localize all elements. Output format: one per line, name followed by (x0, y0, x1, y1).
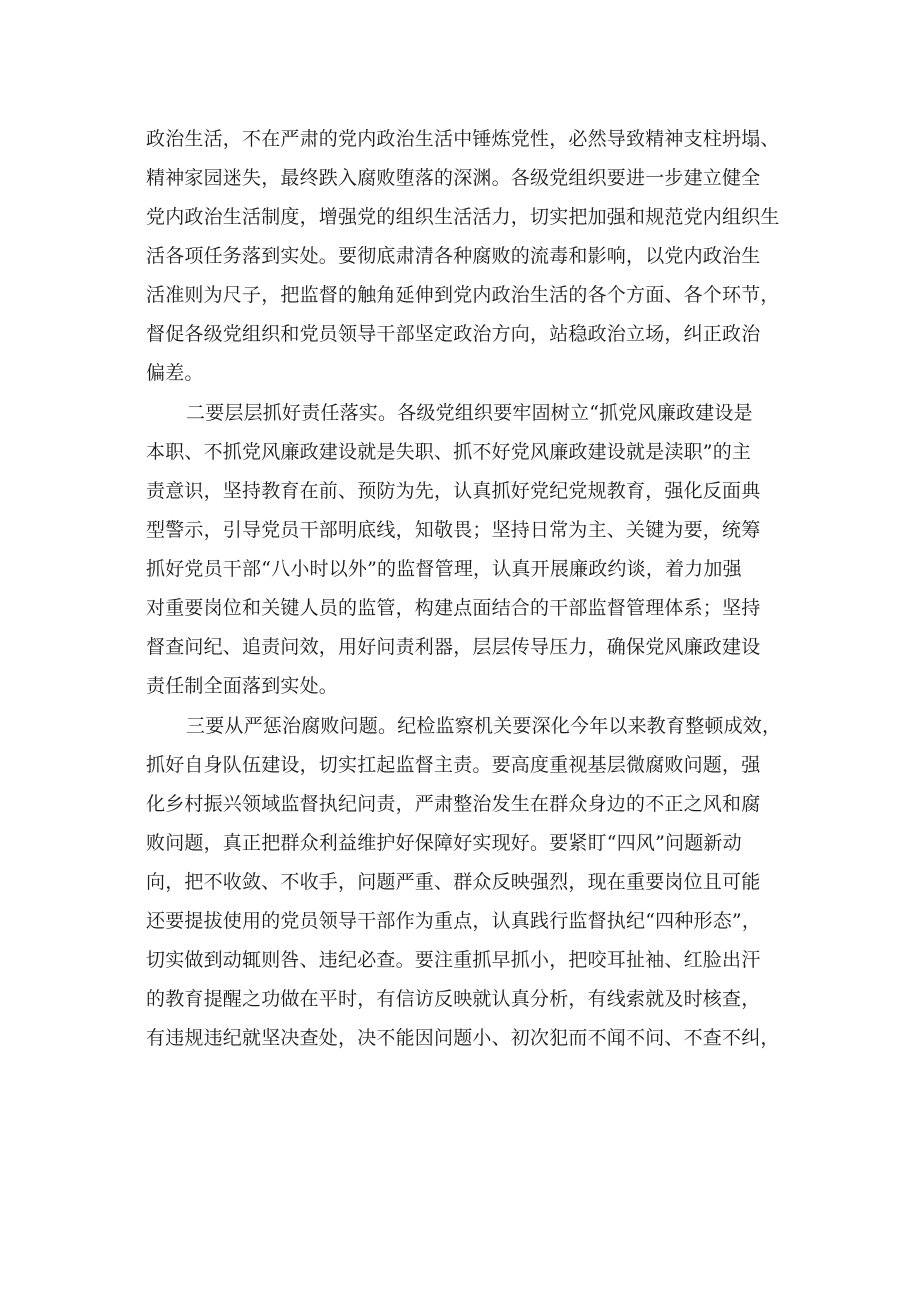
text-line: 切实做到动辄则咎、违纪必查。要注重抓早抓小，把咬耳扯袖、红脸出汗 (146, 949, 761, 971)
text-line: 偏差。 (146, 362, 204, 384)
text-line: 抓好自身队伍建设，切实扛起监督主责。要高度重视基层微腐败问题，强 (146, 754, 761, 776)
text-line: 活准则为尺子，把监督的触角延伸到党内政治生活的各个方面、各个环节， (146, 284, 780, 306)
text-line: 精神家园迷失，最终跌入腐败堕落的深渊。各级党组织要进一步建立健全 (146, 167, 761, 189)
text-line: 化乡村振兴领域监督执纪问责，严肃整治发生在群众身边的不正之风和腐 (146, 793, 761, 815)
text-line: 党内政治生活制度，增强党的组织生活活力，切实把加强和规范党内组织生 (146, 206, 780, 228)
text-line: 还要提拔使用的党员领导干部作为重点，认真践行监督执纪“四种形态”， (146, 910, 762, 932)
text-line: 对重要岗位和关键人员的监管，构建点面结合的干部监督管理体系；坚持 (146, 597, 761, 619)
text-line: 二要层层抓好责任落实。各级党组织要牢固树立“抓党风廉政建设是 (186, 402, 753, 424)
text-line: 抓好党员干部“八小时以外”的监督管理，认真开展廉政约谈，着力加强 (146, 558, 742, 580)
text-line: 向，把不收敛、不收手，问题严重、群众反映强烈，现在重要岗位且可能 (146, 871, 761, 893)
text-line: 责意识，坚持教育在前、预防为先，认真抓好党纪党规教育，强化反面典 (146, 480, 761, 502)
text-line: 督促各级党组织和党员领导干部坚定政治方向，站稳政治立场，纠正政治 (146, 323, 761, 345)
text-line: 活各项任务落到实处。要彻底肃清各种腐败的流毒和影响，以党内政治生 (146, 245, 761, 267)
text-line: 有违规违纪就坚决查处，决不能因问题小、初次犯而不闻不问、不查不纠， (146, 1027, 780, 1049)
text-line: 的教育提醒之功做在平时，有信访反映就认真分析，有线索就及时核查， (146, 988, 761, 1010)
text-line: 政治生活，不在严肃的党内政治生活中锤炼党性，必然导致精神支柱坍塌、 (146, 128, 780, 150)
text-line: 三要从严惩治腐败问题。纪检监察机关要深化今年以来教育整顿成效， (186, 715, 782, 737)
text-line: 督查问纪、追责问效，用好问责利器，层层传导压力，确保党风廉政建设 (146, 636, 761, 658)
text-line: 型警示，引导党员干部明底线，知敬畏；坚持日常为主、关键为要，统筹 (146, 519, 761, 541)
text-line: 责任制全面落到实处。 (146, 675, 339, 697)
text-line: 败问题，真正把群众利益维护好保障好实现好。要紧盯“四风”问题新动 (146, 832, 742, 854)
text-line: 本职、不抓党风廉政建设就是失职、抓不好党风廉政建设就是渎职”的主 (146, 441, 752, 463)
